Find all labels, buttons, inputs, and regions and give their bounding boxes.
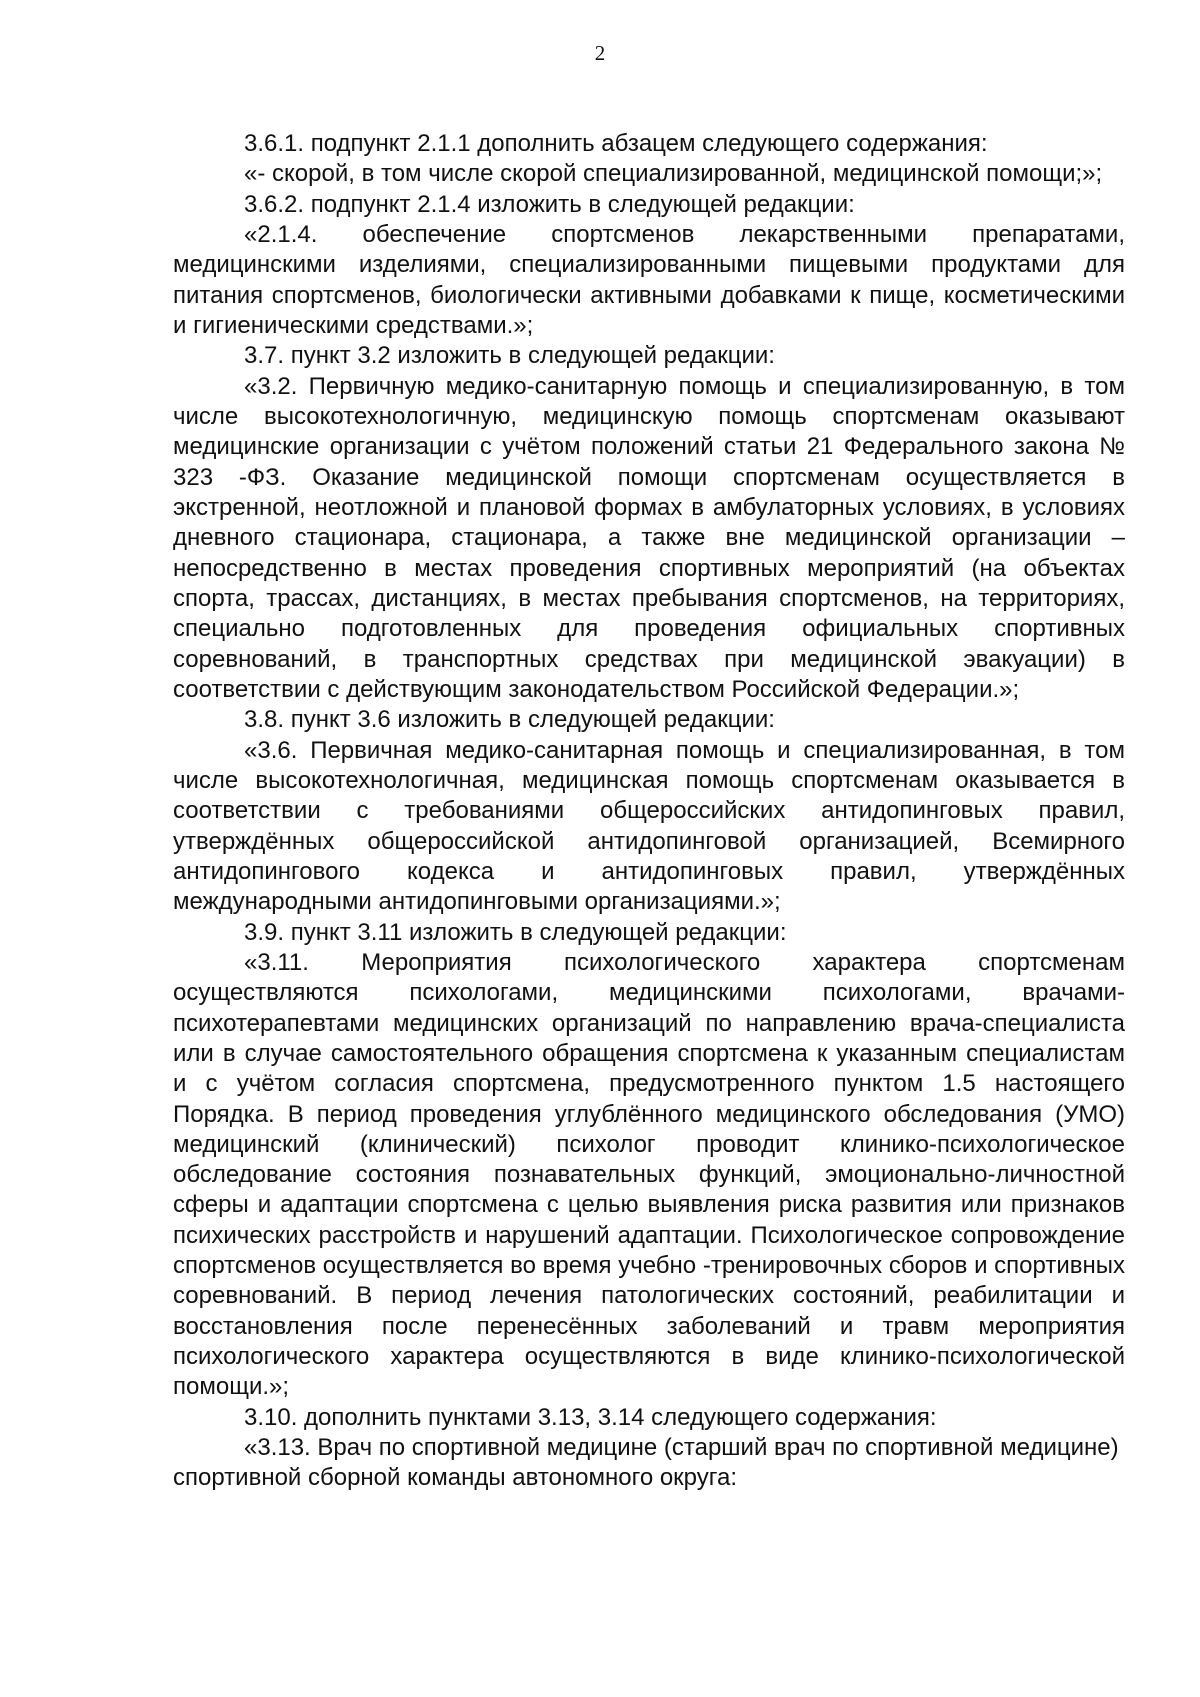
paragraph-quote-3-11: «3.11. Мероприятия психологического характера спортсменам осуществляются психологами, медицинскими психологами, врачами-психотерапевтами медицинских организаций по направлению врача-специалиста или в случае самостоятельного обращения спортсмена к указанным специалистам и с учётом согласия спортсмена, предусмотренного пунктом 1.5 настоящего Порядка. В период проведения углублённого медицинского обследования (УМО) медицинский (клинический) психолог проводит клинико-психологическое обследование состояния познавательных функций, эмоционально-личностной сферы и адаптации спортсмена с целью выявления риска развития или признаков психических расстройств и нарушений адаптации. Психологическое сопровождение спортсменов осуществляется во время учебно -тренировочных сборов и спортивных соревнований. В период лечения патологических состояний, реабилитации и восстановления после перенесённых заболеваний и травм мероприятия психологического характера осуществляются в виде клинико-психологической помощи.»; [173, 948, 1125, 1401]
paragraph-3-6-1: 3.6.1. подпункт 2.1.1 дополнить абзацем следующего содержания: [244, 130, 988, 157]
paragraph-3-10: 3.10. дополнить пунктами 3.13, 3.14 следующего содержания: [244, 1403, 937, 1431]
paragraph-quote-3-6: «3.6. Первичная медико-санитарная помощь и специализированная, в том числе высокотехнологичная, медицинская помощь спортсменам оказывается в соответствии с требованиями общероссийских антидопинговых правил, утверждённых общероссийской антидопинговой организацией, Всемирного антидопингового кодекса и антидопинговых правил, утверждённых международными антидопинговыми организациями.»; [173, 736, 1125, 916]
paragraph-quote-3-13: «3.13. Врач по спортивной медицине (старший врач по спортивной медицине) спортивной сборной команды автономного округа: [173, 1434, 1119, 1492]
paragraph-3-7: 3.7. пункт 3.2 изложить в следующей редакции: [244, 342, 775, 370]
paragraph-3-8: 3.8. пункт 3.6 изложить в следующей редакции: [244, 706, 775, 734]
paragraph-quote-ambulance: «- скорой, в том числе скорой специализированной, медицинской помощи;»; [244, 160, 1103, 188]
paragraph-quote-2-1-4: «2.1.4. обеспечение спортсменов лекарственными препаратами, медицинскими изделиями, специализированными пищевыми продуктами для питания спортсменов, биологически активными добавками к пище, косметическими и гигиеническими средствами.»; [173, 220, 1125, 339]
paragraph-3-6-2: 3.6.2. подпункт 2.1.4 изложить в следующей редакции: [244, 190, 855, 218]
paragraph-3-9: 3.9. пункт 3.11 изложить в следующей редакции: [244, 918, 787, 946]
page-number: 2 [594, 41, 606, 65]
document-body [173, 129, 1125, 1494]
paragraph-quote-3-2: «3.2. Первичную медико-санитарную помощь и специализированную, в том числе высокотехнологичную, медицинскую помощь спортсменам оказывают медицинские организации с учётом положений статьи 21 Федерального закона № 323 -ФЗ. Оказание медицинской помощи спортсменам осуществляется в экстренной, неотложной и плановой формах в амбулаторных условиях, в условиях дневного стационара, стационара, а также вне медицинской организации – непосредственно в местах проведения спортивных мероприятий (на объектах спорта, трассах, дистанциях, в местах пребывания спортсменов, на территориях, специально подготовленных для проведения официальных спортивных соревнований, в транспортных средствах при медицинской эвакуации) в соответствии с действующим законодательством Российской Федерации.»; [173, 372, 1125, 703]
